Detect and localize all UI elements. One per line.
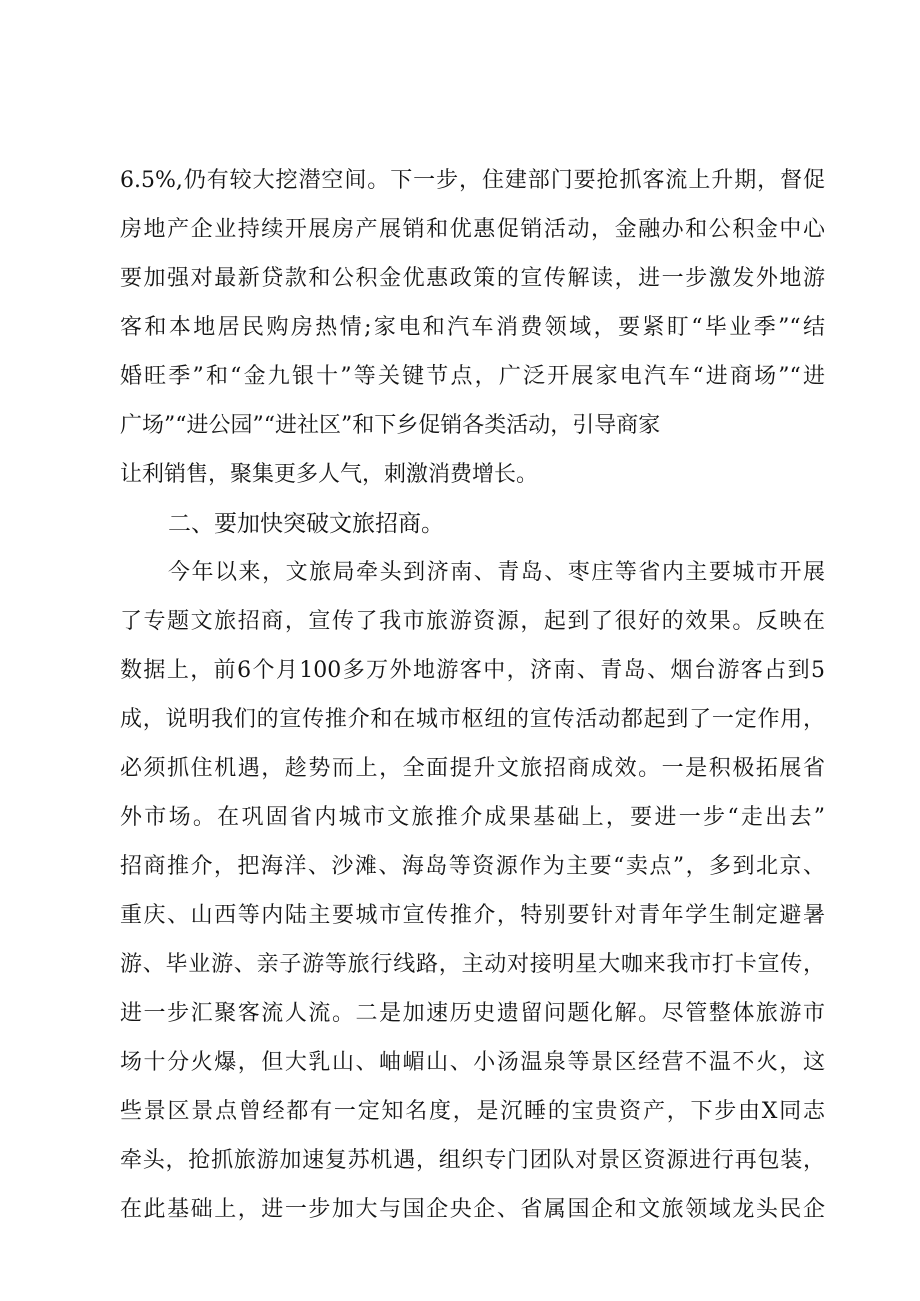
paragraph-line: 客和本地居民购房热情;家电和汽车消费领域，要紧盯“毕业季”“结 — [120, 315, 825, 340]
paragraph-line: 进一步汇聚客流人流。二是加速历史遗留问题化解。尽管整体旅游市 — [120, 1001, 825, 1026]
paragraph-line: 必须抓住机遇，趁势而上，全面提升文旅招商成效。一是积极拓展省 — [120, 756, 825, 781]
paragraph-line: 些景区景点曾经都有一定知名度，是沉睡的宝贵资产，下步由X同志 — [120, 1099, 825, 1124]
paragraph-line: 成，说明我们的宣传推介和在城市枢纽的宣传活动都起到了一定作用， — [120, 707, 825, 732]
paragraph-line: 外市场。在巩固省内城市文旅推介成果基础上，要进一步“走出去” — [120, 805, 825, 830]
paragraph-line: 牵头，抢抓旅游加速复苏机遇，组织专门团队对景区资源进行再包装， — [120, 1148, 825, 1173]
paragraph-line: 让利销售，聚集更多人气，刺激消费增长。 — [120, 462, 539, 487]
paragraph-line: 广场”“进公园”“进社区”和下乡促销各类活动，引导商家 — [120, 413, 661, 438]
paragraph-line: 在此基础上，进一步加大与国企央企、省属国企和文旅领域龙头民企 — [120, 1197, 825, 1222]
section-heading: 二、要加快突破文旅招商。 — [168, 511, 444, 537]
paragraph-line: 重庆、山西等内陆主要城市宣传推介，特别要针对青年学生制定避暑 — [120, 903, 825, 928]
paragraph-line: 要加强对最新贷款和公积金优惠政策的宣传解读，进一步激发外地游 — [120, 266, 825, 291]
paragraph-line: 了专题文旅招商，宣传了我市旅游资源，起到了很好的效果。反映在 — [120, 609, 825, 634]
paragraph-line: 游、毕业游、亲子游等旅行线路，主动对接明星大咖来我市打卡宣传， — [120, 952, 825, 977]
paragraph-line: 招商推介，把海洋、沙滩、海岛等资源作为主要“卖点”，多到北京、 — [120, 854, 825, 879]
paragraph-line: 数据上，前6个月100多万外地游客中，济南、青岛、烟台游客占到5 — [120, 658, 825, 683]
paragraph-line: 房地产企业持续开展房产展销和优惠促销活动，金融办和公积金中心 — [120, 217, 825, 242]
paragraph-line: 场十分火爆，但大乳山、岫嵋山、小汤温泉等景区经营不温不火，这 — [120, 1050, 825, 1075]
paragraph-line: 今年以来，文旅局牵头到济南、青岛、枣庄等省内主要城市开展 — [168, 560, 825, 585]
paragraph-line: 婚旺季”和“金九银十”等关键节点，广泛开展家电汽车“进商场”“进 — [120, 364, 825, 389]
paragraph-line: 6.5%,仍有较大挖潜空间。下一步，住建部门要抢抓客流上升期，督促 — [120, 168, 825, 193]
